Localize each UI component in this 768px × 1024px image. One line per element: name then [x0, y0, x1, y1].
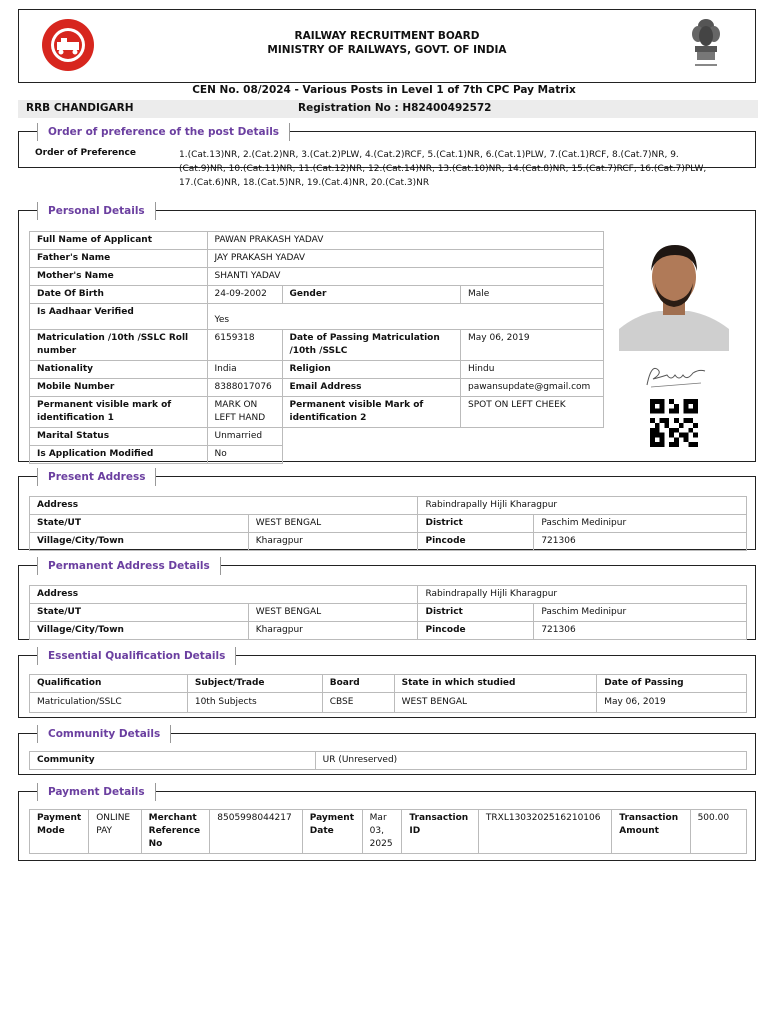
table-row [30, 446, 604, 464]
payment-mode-label: Payment Mode [30, 810, 89, 854]
aadhaar-value: Yes [207, 304, 603, 330]
header-date: Date of Passing [597, 675, 747, 693]
cen-title: CEN No. 08/2024 - Various Posts in Level 1 of 7th CPC Pay Matrix [192, 84, 576, 96]
table-row [30, 586, 747, 604]
community-label: Community [30, 752, 316, 770]
village-label: Village/City/Town [30, 533, 249, 551]
mother-label: Mother's Name [30, 268, 208, 286]
email-value: pawansupdate@gmail.com [461, 379, 604, 397]
payment-date-label: Payment Date [302, 810, 362, 854]
district-value: Paschim Medinipur [534, 604, 747, 622]
father-label: Father's Name [30, 250, 208, 268]
personal-legend: Personal Details [37, 202, 156, 220]
rrb-bar [18, 100, 758, 118]
table-row [30, 330, 604, 361]
table-row [30, 304, 604, 330]
passing-label: Date of Passing Matriculation /10th /SSLC [282, 330, 461, 361]
table-row [30, 397, 604, 428]
village-label: Village/City/Town [30, 622, 249, 640]
date-value: May 06, 2019 [597, 693, 747, 713]
pincode-label: Pincode [418, 622, 534, 640]
merchant-label: Merchant Reference No [141, 810, 210, 854]
board-title: RAILWAY RECRUITMENT BOARD [294, 30, 480, 42]
qualification-legend: Essential Qualification Details [37, 647, 236, 665]
village-value: Kharagpur [248, 622, 418, 640]
gender-label: Gender [282, 286, 461, 304]
pincode-value: 721306 [534, 622, 747, 640]
transaction-id-label: Transaction ID [402, 810, 479, 854]
preference-legend: Order of preference of the post Details [37, 123, 290, 141]
header-state: State in which studied [394, 675, 597, 693]
district-label: District [418, 515, 534, 533]
address-value: Rabindrapally Hijli Kharagpur [418, 586, 747, 604]
community-legend: Community Details [37, 725, 171, 743]
header-subject: Subject/Trade [187, 675, 322, 693]
marital-value: Unmarried [207, 428, 282, 446]
email-label: Email Address [282, 379, 461, 397]
table-row [30, 604, 747, 622]
personal-table [29, 231, 604, 464]
mark1-value: MARK ON LEFT HAND [207, 397, 282, 428]
address-label: Address [30, 497, 418, 515]
table-row [30, 533, 747, 551]
preference-line: 1.(Cat.13)NR, 2.(Cat.2)NR, 3.(Cat.2)PLW, 4.(Cat.2)RCF, 5.(Cat.1)NR, 6.(Cat.1)PLW, 7.(Cat.1)RCF, 8.(Cat.7)NR, 9. [179, 150, 679, 160]
header-board: Board [322, 675, 394, 693]
religion-label: Religion [282, 361, 461, 379]
preference-line: (Cat.9)NR, 10.(Cat.11)NR, 11.(Cat.12)NR, 12.(Cat.14)NR, 13.(Cat.10)NR, 14.(Cat.8)NR, 15.(Cat.7)RCF, 16.(Cat.7)PLW, [179, 164, 707, 174]
qr-code [649, 399, 699, 447]
present-address-section [18, 471, 756, 550]
preference-section [18, 126, 756, 188]
religion-value: Hindu [461, 361, 604, 379]
qualification-table [29, 674, 747, 713]
pincode-label: Pincode [418, 533, 534, 551]
payment-mode-value: ONLINE PAY [89, 810, 141, 854]
applicant-signature [643, 361, 707, 391]
mark2-value: SPOT ON LEFT CHEEK [461, 397, 604, 428]
registration-number: Registration No : H82400492572 [298, 102, 492, 114]
table-row [30, 250, 604, 268]
community-section [18, 728, 756, 775]
ministry-title: MINISTRY OF RAILWAYS, GOVT. OF INDIA [267, 44, 507, 56]
applicant-photo [619, 231, 729, 351]
table-row [30, 693, 747, 713]
payment-section [18, 786, 756, 861]
payment-legend: Payment Details [37, 783, 156, 801]
gender-value: Male [461, 286, 604, 304]
modified-value: No [207, 446, 282, 464]
district-label: District [418, 604, 534, 622]
table-row [30, 675, 747, 693]
nationality-label: Nationality [30, 361, 208, 379]
permanent-legend: Permanent Address Details [37, 557, 221, 575]
preference-label: Order of Preference [35, 148, 136, 158]
permanent-address-table [29, 585, 747, 640]
full-name-value: PAWAN PRAKASH YADAV [207, 232, 603, 250]
payment-date-value: Mar 03, 2025 [362, 810, 402, 854]
permanent-address-section [18, 560, 756, 640]
state-value: WEST BENGAL [394, 693, 597, 713]
present-address-table [29, 496, 747, 551]
table-row [30, 286, 604, 304]
modified-label: Is Application Modified [30, 446, 208, 464]
state-value: WEST BENGAL [248, 604, 418, 622]
address-label: Address [30, 586, 418, 604]
board-value: CBSE [322, 693, 394, 713]
transaction-id-value: TRXL1303202516210106 [478, 810, 611, 854]
table-row [30, 379, 604, 397]
payment-table [29, 809, 747, 854]
aadhaar-label: Is Aadhaar Verified [30, 304, 208, 330]
qualification-section [18, 650, 756, 718]
table-row [30, 232, 604, 250]
dob-label: Date Of Birth [30, 286, 208, 304]
state-label: State/UT [30, 604, 249, 622]
present-legend: Present Address [37, 468, 156, 486]
table-row [30, 622, 747, 640]
mobile-value: 8388017076 [207, 379, 282, 397]
header-qualification: Qualification [30, 675, 188, 693]
table-row [30, 810, 747, 854]
table-row [30, 752, 747, 770]
personal-section [18, 205, 756, 462]
page-header [18, 9, 756, 83]
mobile-label: Mobile Number [30, 379, 208, 397]
table-row [30, 428, 604, 446]
table-row [30, 268, 604, 286]
pincode-value: 721306 [534, 533, 747, 551]
preference-values [179, 148, 749, 190]
state-value: WEST BENGAL [248, 515, 418, 533]
transaction-amount-label: Transaction Amount [612, 810, 690, 854]
preference-line: 17.(Cat.6)NR, 18.(Cat.5)NR, 19.(Cat.4)NR, 20.(Cat.3)NR [179, 178, 430, 188]
nationality-value: India [207, 361, 282, 379]
district-value: Paschim Medinipur [534, 515, 747, 533]
transaction-amount-value: 500.00 [690, 810, 746, 854]
subject-value: 10th Subjects [187, 693, 322, 713]
passing-value: May 06, 2019 [461, 330, 604, 361]
full-name-label: Full Name of Applicant [30, 232, 208, 250]
table-row [30, 361, 604, 379]
roll-label: Matriculation /10th /SSLC Roll number [30, 330, 208, 361]
father-value: JAY PRAKASH YADAV [207, 250, 603, 268]
qualification-value: Matriculation/SSLC [30, 693, 188, 713]
community-table [29, 751, 747, 770]
roll-value: 6159318 [207, 330, 282, 361]
table-row [30, 497, 747, 515]
merchant-value: 8505998044217 [210, 810, 303, 854]
mother-value: SHANTI YADAV [207, 268, 603, 286]
table-row [30, 515, 747, 533]
address-value: Rabindrapally Hijli Kharagpur [418, 497, 747, 515]
state-label: State/UT [30, 515, 249, 533]
dob-value: 24-09-2002 [207, 286, 282, 304]
marital-label: Marital Status [30, 428, 208, 446]
mark2-label: Permanent visible Mark of identification 2 [282, 397, 461, 428]
community-value: UR (Unreserved) [315, 752, 746, 770]
rrb-name: RRB CHANDIGARH [26, 102, 134, 114]
village-value: Kharagpur [248, 533, 418, 551]
national-emblem [687, 16, 725, 72]
mark1-label: Permanent visible mark of identification 1 [30, 397, 208, 428]
